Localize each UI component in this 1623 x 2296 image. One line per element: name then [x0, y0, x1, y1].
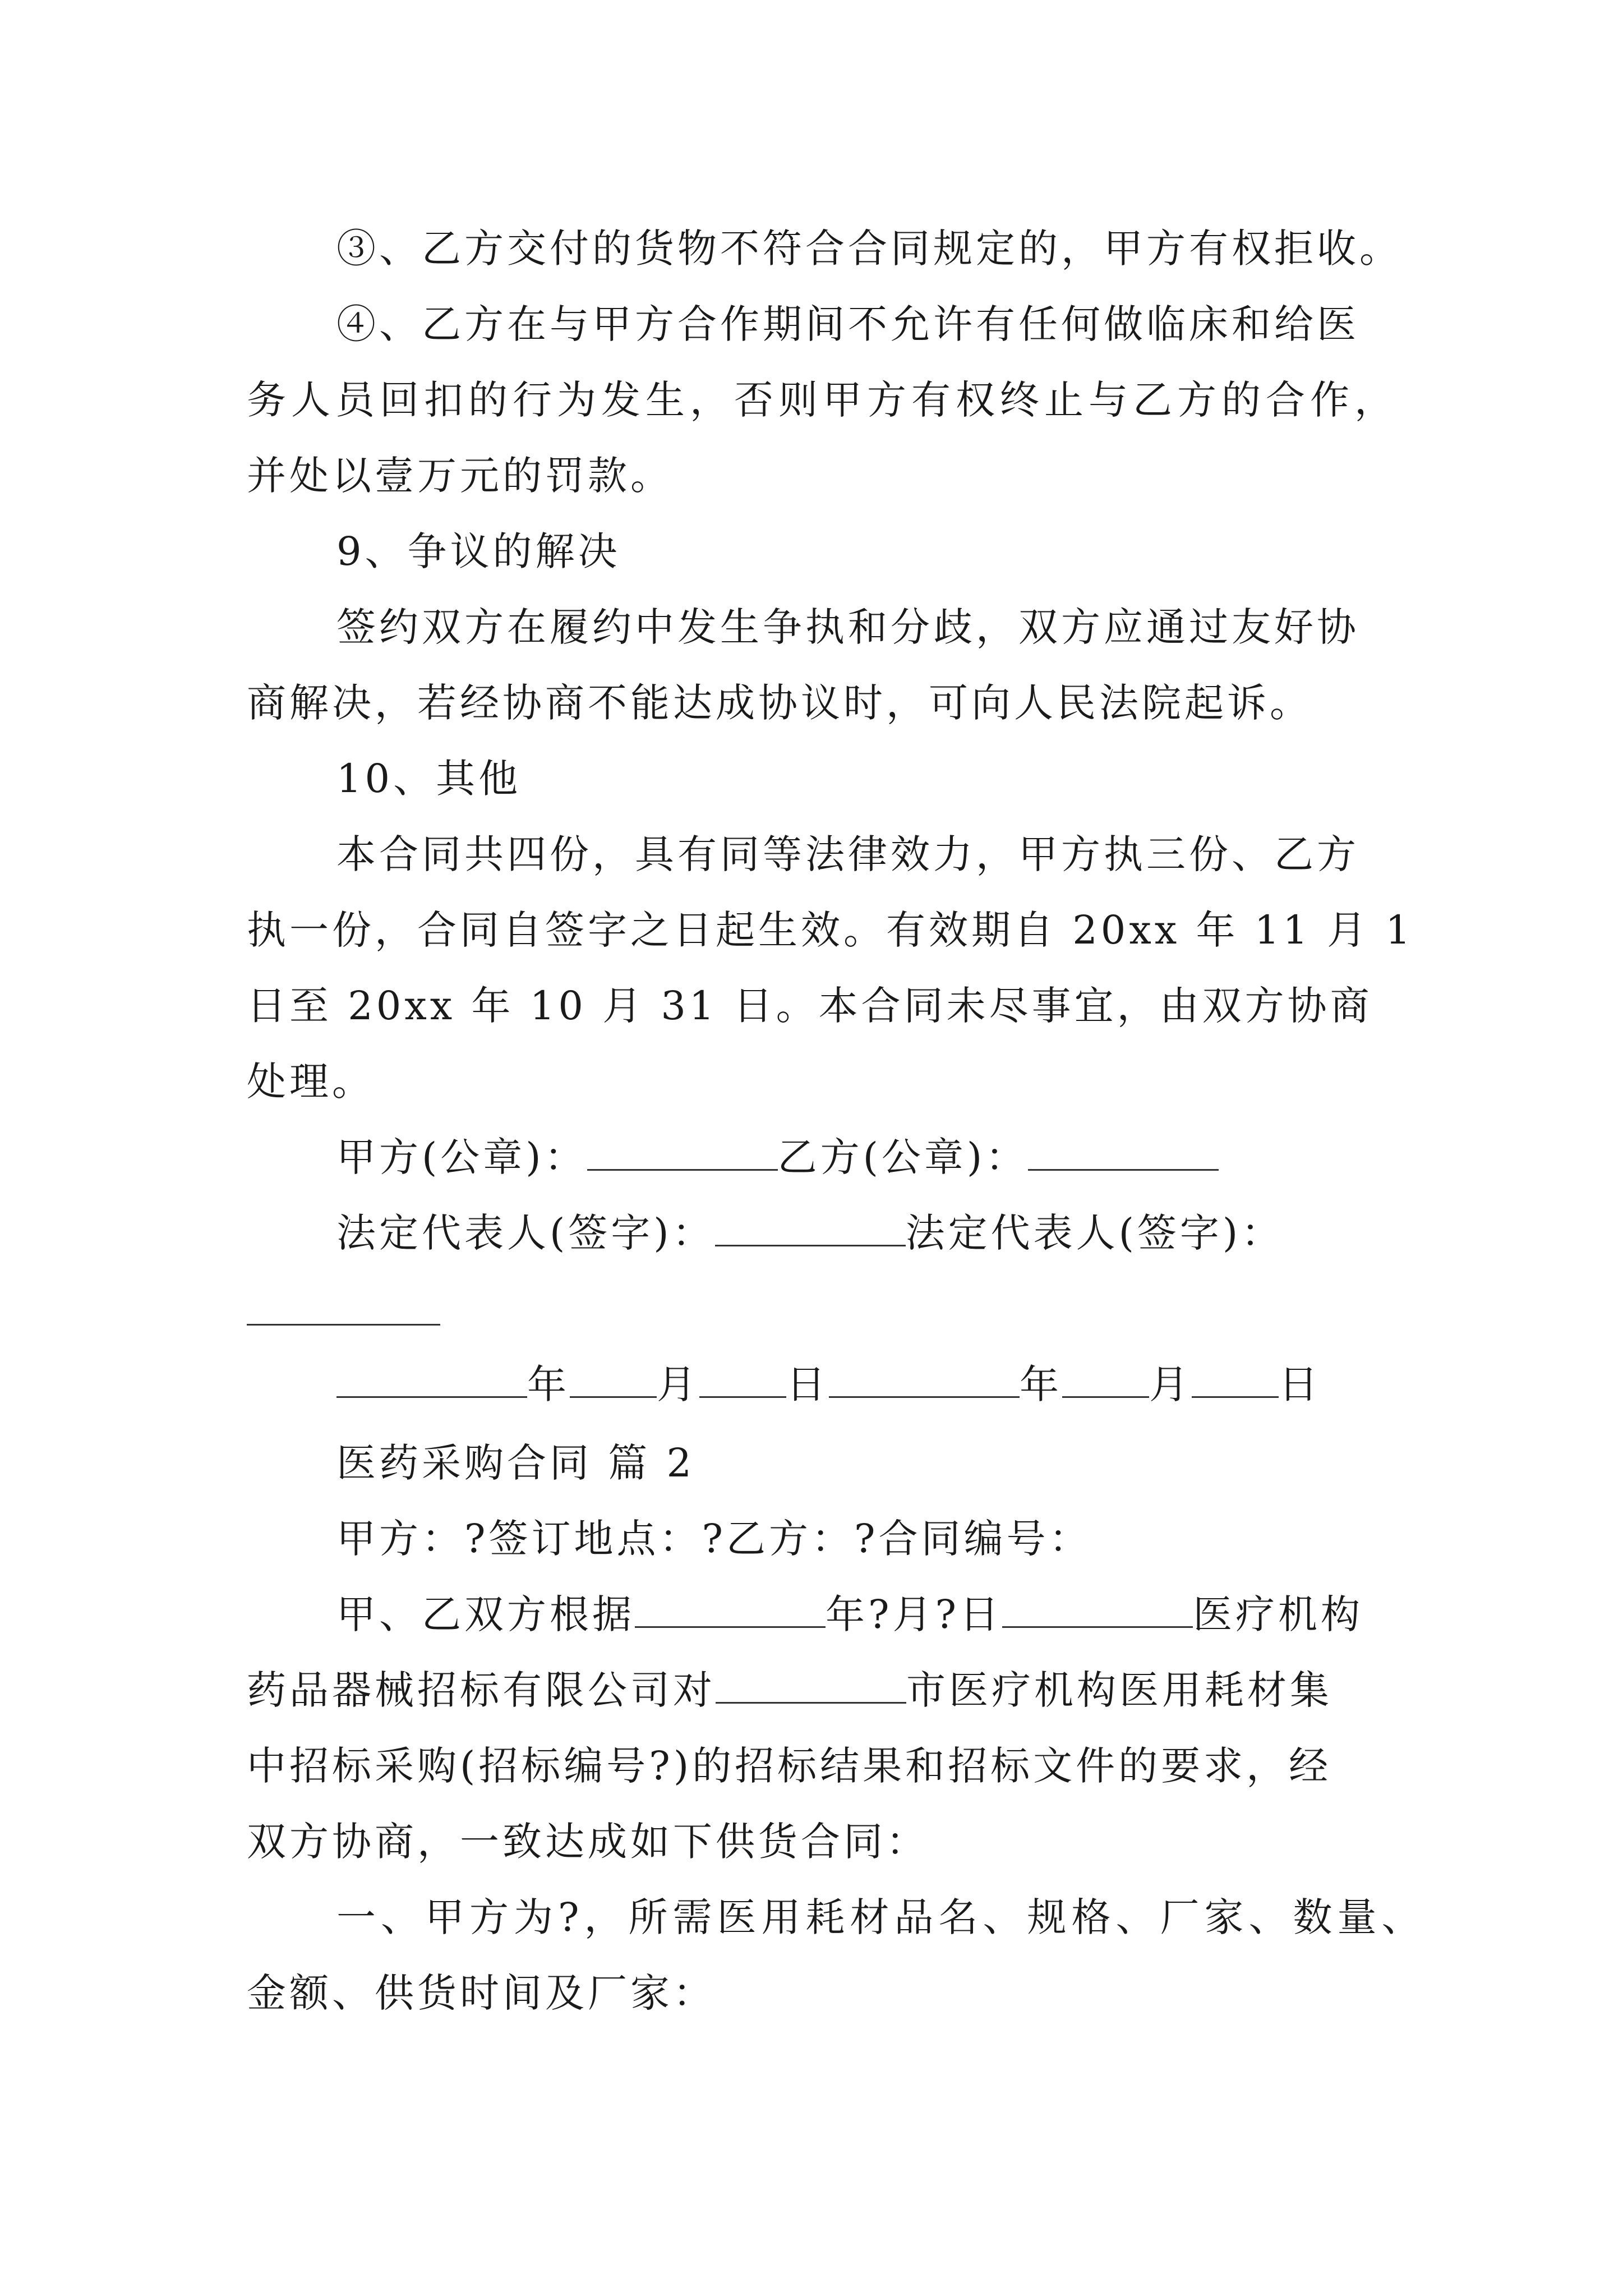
part-2-header-line: 甲方：?签订地点：?乙方：?合同编号：: [336, 1516, 1092, 1562]
party-a-rep-blank[interactable]: [715, 1210, 906, 1246]
tender-org-blank[interactable]: [1002, 1591, 1193, 1628]
date-a-year-blank[interactable]: [336, 1361, 527, 1398]
date-a-month-label: 月: [657, 1361, 699, 1407]
party-a-rep-label: 法定代表人(签字)：: [336, 1210, 715, 1256]
party-a-seal-label: 甲方(公章)：: [336, 1134, 587, 1180]
date-b-month-label: 月: [1149, 1361, 1192, 1407]
section-10-line-1: 本合同共四份，具有同等法律效力，甲方执三份、乙方: [336, 831, 1359, 877]
section-10-line-4: 处理。: [247, 1059, 375, 1105]
date-a-year-label: 年: [527, 1361, 570, 1407]
part-2-text: 年?月?日: [826, 1591, 1003, 1637]
part-2-clause-1-line-2: 金额、供货时间及厂家：: [247, 1970, 716, 2016]
part-2-text: 药品器械招标有限公司对: [247, 1667, 716, 1713]
section-9-line-1: 签约双方在履约中发生争执和分歧，双方应通过友好协: [336, 604, 1359, 650]
clause-8-4-line-1: ④、乙方在与甲方合作期间不允许有任何做临床和给医: [336, 301, 1359, 347]
part-2-text: 医疗机构: [1193, 1591, 1364, 1637]
part-2-text: 市医疗机构医用耗材集: [906, 1667, 1332, 1713]
party-b-seal-blank[interactable]: [1028, 1134, 1219, 1171]
part-2-para-1-line-4: 双方协商，一致达成如下供货合同：: [247, 1819, 929, 1865]
date-a-month-blank[interactable]: [570, 1361, 657, 1398]
representative-line: [336, 1206, 1284, 1260]
date-line: [336, 1358, 1321, 1411]
part-2-para-1-line-2: [247, 1663, 1332, 1717]
section-10-line-3: 日至 20xx 年 10 月 31 日。本合同未尽事宜，由双方协商: [247, 983, 1373, 1029]
party-b-rep-label: 法定代表人(签字)：: [905, 1210, 1284, 1256]
clause-8-3: ③、乙方交付的货物不符合合同规定的，甲方有权拒收。: [336, 226, 1402, 272]
section-9-line-2: 商解决，若经协商不能达成协议时，可向人民法院起诉。: [247, 680, 1312, 726]
tender-date-blank[interactable]: [635, 1591, 826, 1628]
section-10-heading: 10、其他: [336, 756, 522, 802]
part-2-para-1-line-3: 中招标采购(招标编号?)的招标结果和招标文件的要求，经: [247, 1743, 1332, 1789]
date-a-day-label: 日: [786, 1361, 829, 1407]
date-b-day-blank[interactable]: [1192, 1361, 1279, 1398]
date-b-year-label: 年: [1020, 1361, 1062, 1407]
party-b-seal-label: 乙方(公章)：: [777, 1134, 1029, 1180]
part-2-para-1-line-1: [336, 1588, 1363, 1641]
clause-8-4-line-2: 务人员回扣的行为发生，否则甲方有权终止与乙方的合作，: [247, 377, 1399, 423]
part-2-text: 甲、乙双方根据: [336, 1591, 635, 1637]
seal-line: [336, 1130, 1219, 1184]
date-a-day-blank[interactable]: [699, 1361, 786, 1398]
party-b-rep-blank[interactable]: [247, 1324, 440, 1326]
clause-8-4-line-3: 并处以壹万元的罚款。: [247, 453, 673, 499]
date-b-year-blank[interactable]: [829, 1361, 1020, 1398]
section-10-line-2: 执一份，合同自签字之日起生效。有效期自 20xx 年 11 月 1: [247, 907, 1414, 953]
date-b-month-blank[interactable]: [1062, 1361, 1149, 1398]
part-2-clause-1-line-1: 一、甲方为?，所需医用耗材品名、规格、厂家、数量、: [336, 1894, 1426, 1940]
party-a-seal-blank[interactable]: [587, 1134, 778, 1171]
date-b-day-label: 日: [1279, 1361, 1321, 1407]
section-9-heading: 9、争议的解决: [336, 528, 621, 574]
part-2-title: 医药采购合同 篇 2: [336, 1440, 695, 1486]
city-blank[interactable]: [716, 1667, 906, 1704]
